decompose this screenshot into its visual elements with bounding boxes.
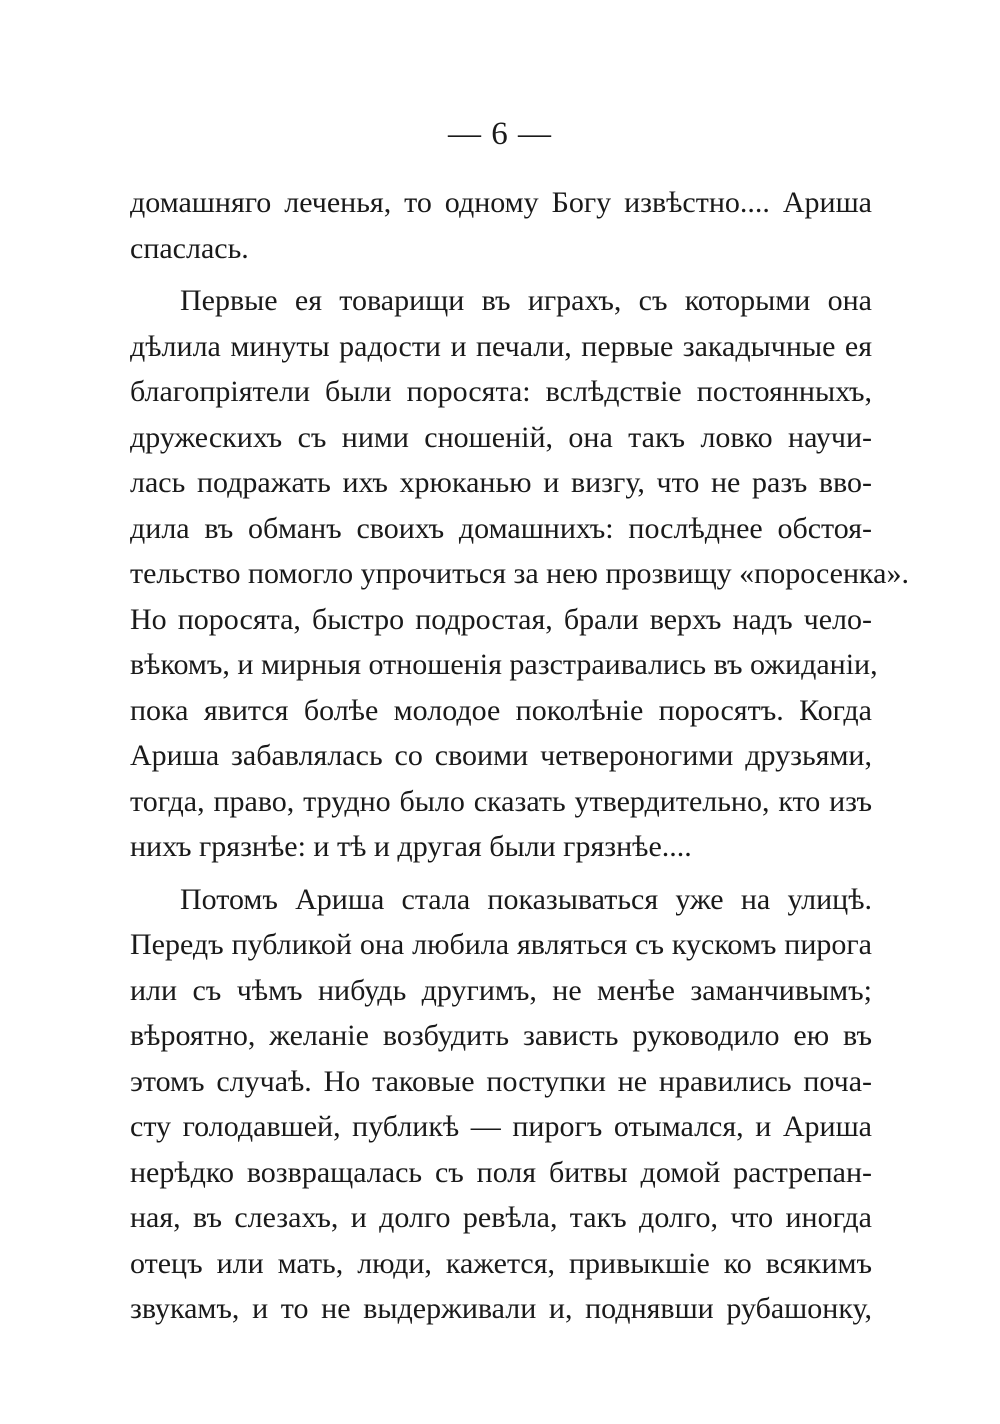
text-line: Но поросята, быстро подростая, брали верхъ надъ чело- xyxy=(130,602,872,636)
text-line: тогда, право, трудно было сказать утвердительно, кто изъ xyxy=(130,784,872,818)
body-text xyxy=(130,180,909,1332)
text-line: тельство помогло упрочиться за нею прозвищу «поросенка». xyxy=(130,557,909,590)
page-number: — 6 — xyxy=(448,116,552,152)
text-line: Передъ публикой она любила являться съ кускомъ пирога xyxy=(130,928,872,961)
text-line: вѣроятно, желаніе возбудить зависть руководило ею въ xyxy=(130,1019,872,1052)
paragraph-gap xyxy=(130,870,872,877)
text-line: ная, въ слезахъ, и долго ревѣла, такъ долго, что иногда xyxy=(130,1201,872,1234)
paragraph-gap xyxy=(130,271,872,278)
text-line: благопріятели были поросята: вслѣдствіе постоянныхъ, xyxy=(130,375,872,408)
text-line: Потомъ Ариша стала показываться уже на улицѣ. xyxy=(180,882,872,916)
text-line: нерѣдко возвращалась съ поля битвы домой растрепан- xyxy=(130,1155,872,1189)
text-line: домашняго леченья, то одному Богу извѣстно.... Ариша xyxy=(130,186,872,219)
text-line: пока явится болѣе молодое поколѣніе поросятъ. Когда xyxy=(130,693,872,727)
text-line: или съ чѣмъ нибудь другимъ, не менѣе заманчивымъ; xyxy=(130,973,872,1007)
text-line: спаслась. xyxy=(130,231,249,265)
text-line: этомъ случаѣ. Но таковые поступки не нравились поча- xyxy=(130,1064,872,1098)
text-line: Ариша забавлялась со своими четвероногими друзьями, xyxy=(130,739,872,772)
text-line: звукамъ, и то не выдерживали и, поднявши рубашонку, xyxy=(130,1292,872,1325)
text-line: отецъ или мать, люди, кажется, привыкшіе ко всякимъ xyxy=(130,1246,872,1280)
text-line: дѣлила минуты радости и печали, первые закадычные ея xyxy=(130,329,872,363)
text-line: дила въ обманъ своихъ домашнихъ: послѣднее обстоя- xyxy=(130,511,872,545)
text-line: дружескихъ съ ними сношеній, она такъ ловко научи- xyxy=(130,420,872,454)
text-line: сту голодавшей, публикѣ — пирогъ отымался, и Ариша xyxy=(130,1110,872,1143)
text-line: вѣкомъ, и мирныя отношенія разстраивались въ ожиданіи, xyxy=(130,648,878,681)
text-line: Первые ея товарищи въ играхъ, съ которыми она xyxy=(180,284,872,317)
text-line: нихъ грязнѣе: и тѣ и другая были грязнѣе.... xyxy=(130,830,692,863)
text-line: лась подражать ихъ хрюканью и визгу, что не разъ вво- xyxy=(130,466,872,499)
